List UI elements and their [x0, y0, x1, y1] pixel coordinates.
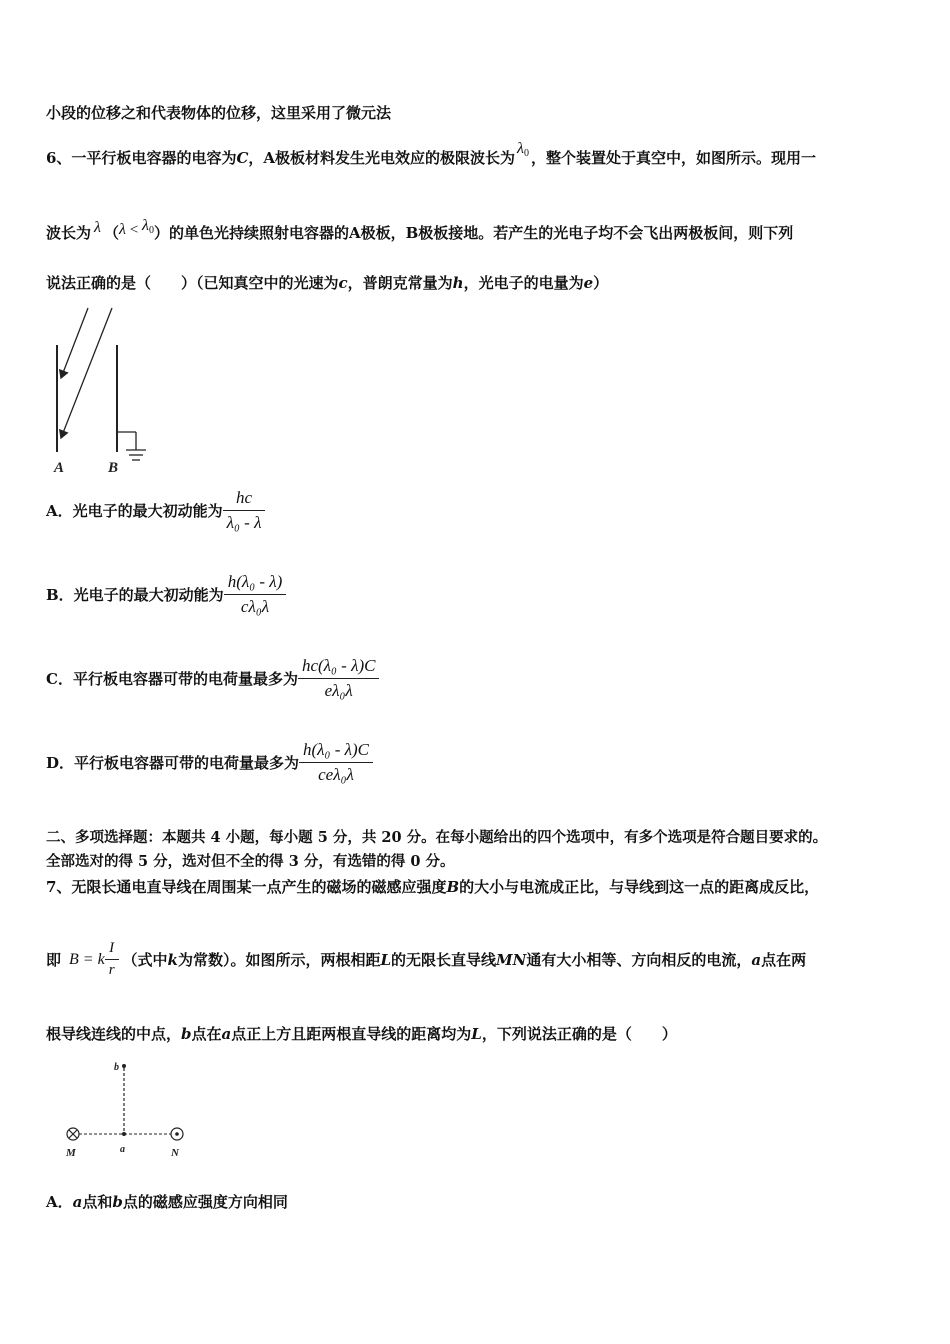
q6-text: ）: [593, 274, 609, 292]
q7-stem-line2: [46, 940, 806, 979]
fraction: [223, 488, 266, 533]
option-D[interactable]: [46, 740, 373, 785]
fraction: [224, 572, 287, 617]
var-h: h: [452, 274, 464, 292]
var-B: B: [446, 878, 460, 896]
label-b: b: [114, 1062, 119, 1073]
var-a: a: [751, 950, 762, 969]
section2-line1: 二、多项选择题：本题共 4 小题，每小题 5 分，共 20 分。在每小题给出的四个选项中，有多个选项是符合题目要求的。: [46, 829, 828, 846]
light-ray-2: [61, 308, 112, 438]
q6-text: 6、一平行板电容器的电容为: [46, 149, 237, 167]
numerator: hc(λ₀ - λ)C: [301, 656, 376, 675]
q6-stem-line2: [46, 217, 794, 249]
lambda-symbol: λ: [94, 219, 101, 236]
label-N: N: [171, 1147, 179, 1159]
numerator: h(λ₀ - λ)C: [303, 740, 369, 759]
q6-text: ，光电子的电量为: [463, 274, 584, 292]
formula-fraction: $\frac{I}{r}$: [105, 940, 119, 979]
option-text: 点的磁感应强度方向相同: [122, 1193, 288, 1211]
less-than: <: [128, 222, 140, 238]
q6-text: ，整个装置处于真空中，如图所示。现用一: [530, 149, 816, 167]
q7-text: 的大小与电流成正比，与导线到这一点的距离成反比，: [459, 878, 820, 896]
q7-text: 点正上方且距两根直导线的距离均为: [231, 1025, 472, 1043]
q6-text: 说法正确的是（ ）（已知真空中的光速为: [46, 274, 339, 292]
numerator: h(λ₀ - λ): [227, 572, 283, 591]
numerator: hc: [236, 488, 253, 507]
wire-N-out-of-page-icon: [171, 1128, 183, 1140]
capacitor-figure: [40, 300, 160, 480]
var-a: a: [72, 1193, 83, 1211]
q7-stem-line1: [46, 877, 819, 897]
var-c: c: [338, 274, 348, 292]
q6-stem-line3: [46, 273, 608, 293]
paren: （: [103, 224, 119, 242]
condition-lambda0: λ0: [142, 217, 154, 236]
q7-text: 7、无限长通电直导线在周围某一点产生的磁场的磁感应强度: [46, 878, 447, 896]
lambda0-symbol: λ0: [517, 140, 529, 159]
q6-text: 的单色光持续照射电容器的A极板，B极板接地。若产生的光电子均不会飞出两极板间，则下列: [168, 224, 794, 242]
denominator: cλ₀λ: [224, 594, 287, 617]
q7-text: 点在: [191, 1025, 222, 1043]
q7-option-A[interactable]: [46, 1192, 288, 1212]
wires-figure: [58, 1054, 198, 1164]
var-C: C: [236, 149, 249, 167]
q7-text: ，下列说法正确的是（ ）: [481, 1025, 677, 1043]
option-C[interactable]: [46, 656, 379, 701]
q6-stem-line1: [46, 140, 816, 174]
intro-line: 小段的位移之和代表物体的位移，这里采用了微元法: [46, 104, 392, 122]
q7-text: 即: [46, 951, 62, 969]
point-b: [122, 1064, 126, 1068]
q7-stem-line3: [46, 1024, 677, 1044]
denominator: λ₀ - λ: [223, 510, 266, 533]
option-label: C．平行板电容器可带的电荷量最多为: [46, 670, 298, 688]
formula-lhs: B = k: [69, 950, 105, 968]
condition-lambda: λ: [118, 221, 126, 238]
option-label: B．光电子的最大初动能为: [46, 586, 224, 604]
var-MN: MN: [496, 950, 527, 969]
option-text: 点和: [82, 1193, 113, 1211]
var-b: b: [112, 1193, 123, 1211]
q6-text: ，A极板材料发生光电效应的极限波长为: [248, 149, 516, 167]
option-label: A．光电子的最大初动能为: [46, 502, 223, 520]
label-A: A: [54, 460, 65, 476]
wire-M-into-page-icon: [67, 1128, 79, 1140]
q7-text: 通有大小相等、方向相反的电流，: [526, 951, 752, 969]
denominator: ceλ₀λ: [299, 762, 373, 785]
var-b: b: [181, 1025, 192, 1043]
fraction: [299, 740, 373, 785]
var-k: k: [167, 950, 178, 969]
q6-text: ，普朗克常量为: [347, 274, 453, 292]
q7-text: 点在两: [761, 951, 807, 969]
option-A[interactable]: [46, 488, 265, 533]
label-B: B: [108, 460, 119, 476]
q7-text: 为常数）。如图所示，两根相距: [177, 951, 381, 969]
q7-text: （式中: [122, 951, 168, 969]
var-a: a: [221, 1025, 232, 1043]
q7-text: 根导线连线的中点，: [46, 1025, 182, 1043]
section2-line2: 全部选对的得 5 分，选对但不全的得 3 分，有选错的得 0 分。: [46, 853, 455, 870]
label-M: M: [66, 1147, 76, 1159]
option-B[interactable]: [46, 572, 286, 617]
option-label: D．平行板电容器可带的电荷量最多为: [46, 754, 300, 772]
denominator: eλ₀λ: [298, 678, 380, 701]
var-e: e: [583, 274, 594, 292]
paren: ）: [153, 224, 169, 242]
light-ray-1: [61, 308, 88, 378]
q7-text: 的无限长直导线: [391, 951, 497, 969]
fraction: [298, 656, 380, 701]
q6-text: 波长为: [46, 224, 92, 242]
point-a: [122, 1132, 126, 1136]
label-a: a: [120, 1144, 125, 1155]
option-label: A．: [46, 1193, 73, 1211]
var-L: L: [380, 950, 392, 969]
var-L: L: [471, 1025, 482, 1043]
